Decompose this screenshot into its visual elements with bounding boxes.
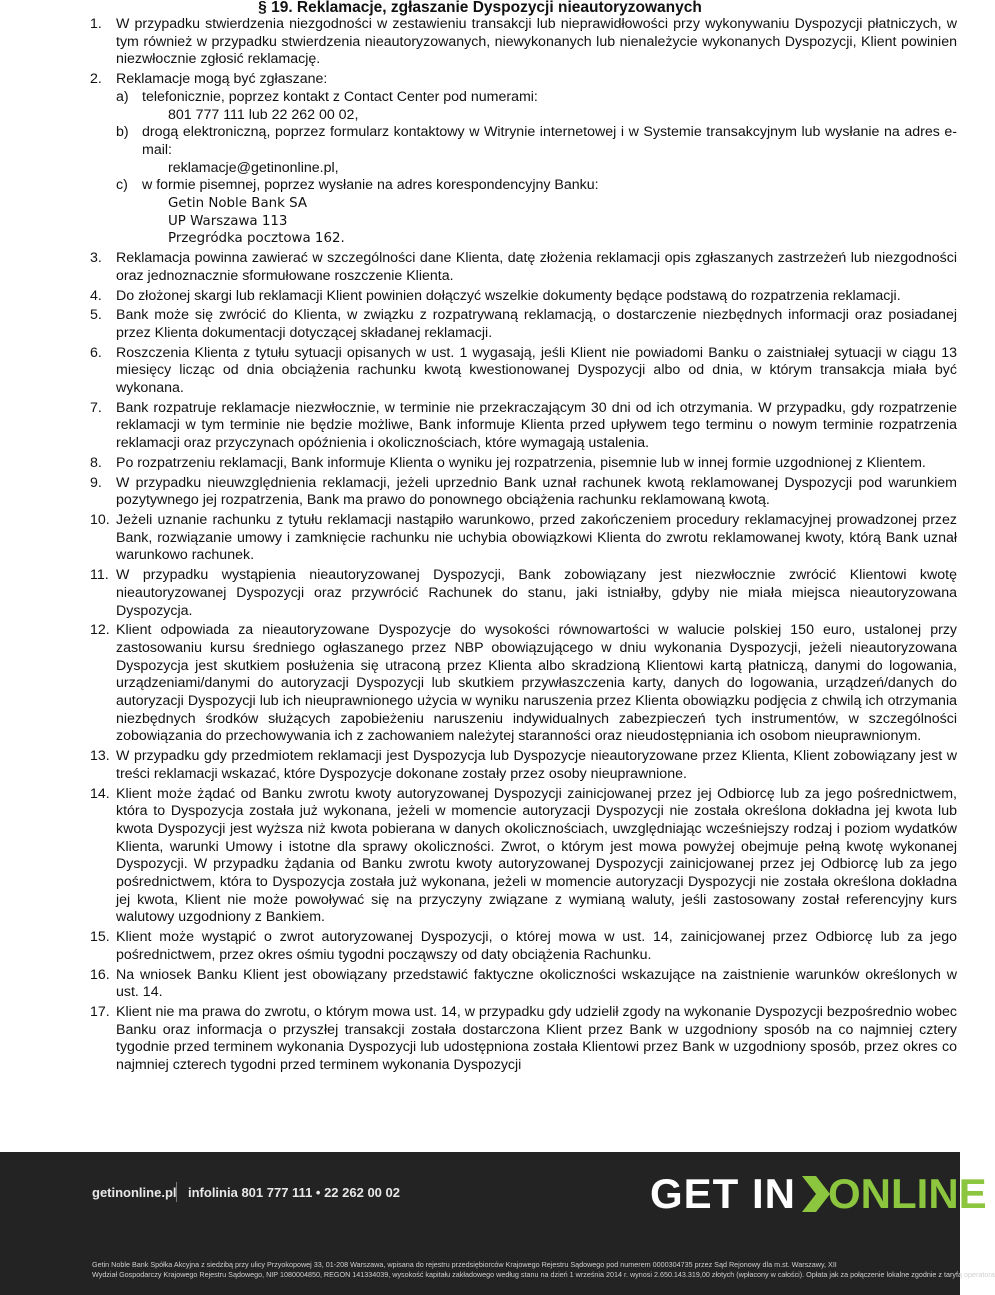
footer-legal-notice — [92, 1260, 995, 1280]
clause-14: 14. Klient może żądać od Banku zwrotu kwoty autoryzowanej Dyspozycji zainicjowanej przez jej Odbiorcę lub za jego pośrednictwem, która to Dyspozycja została już wykonana, jeżeli w momencie autoryzacji Dyspozycji nie została określona dokładna jej kwota lub kwota Dyspozycji jest wyższa niż kwota pobierana w danych okolicznościach, uwzględniając wcześniejszy rodzaj i poziom wydatków Klienta, warunki Umowy i istotne dla sprawy okoliczności. Zwrot, o którym jest mowa powyżej obejmuje pełną kwotę wykonanej Dyspozycji. W przypadku żądania od Banku zwrotu kwoty autoryzowanej Dyspozycji zainicjowanej przez jej Odbiorcę lub za jego pośrednictwem, która to Dyspozycja została już wykonana, jeżeli w momencie autoryzacji Dyspozycji nie została określona dokładna jej kwota, Klient nie może powoływać się na przyczyny związane z wymianą waluty, jeśli zastosowany został referencyjny kurs walutowy uzgodniony z Bankiem. — [90, 785, 957, 926]
address-line-3: Przegródka pocztowa 162. — [168, 231, 345, 247]
complaint-channels — [116, 89, 957, 248]
clause-12: 12. Klient odpowiada za nieautoryzowane Dyspozycje do wysokości równowartości w walucie polskiej 150 euro, ustalonej przy zastosowaniu kursu średniego ogłaszanego przez NBP obowiązującego w dniu wykonania Dyspozycji, jeżeli nieautoryzowana Dyspozycja jest skutkiem posłużenia się utraconą przez Klienta albo skradzioną Klientowi kartą płatniczą, danymi do logowania, urządzeniami/danymi do autoryzacji Dyspozycji lub skutkiem przywłaszczenia karty, danych do logowania, urządzeń/danych do autoryzacji Dyspozycji lub ich nieuprawnionego użycia w wyniku naruszenia przez Klienta obowiązku podjęcia z chwilą ich otrzymania niezbędnych środków służących zapobieżeniu naruszeniu indywidualnych zabezpieczeń tych instrumentów, w szczególności zobowiązania do przechowywania ich z zachowaniem należytej staranności oraz nieudostępniania ich osobom nieuprawnionym. — [90, 622, 957, 745]
complaint-email: reklamacje@getinonline.pl, — [168, 159, 339, 176]
clause-17: 17. Klient nie ma prawa do zwrotu, o którym mowa ust. 14, w przypadku gdy udzielił zgody na wykonanie Dyspozycji bezpośrednio wobec Banku oraz informacja o przyszłej transakcji została dostarczona Klient przez Bank w uzgodniony sposób na co najmniej cztery tygodnie przed terminem wykonania Dyspozycji lub udostępniona została Klientowi przez Bank w uzgodniony sposób, przez okres co najmniej czterech tygodni przed terminem wykonania Dyspozycji — [90, 1003, 957, 1074]
clause-6: 6. Roszczenia Klienta z tytułu sytuacji opisanych w ust. 1 wygasają, jeśli Klient nie powiadomi Banku o zaistniałej sytuacji w ciągu 13 miesięcy licząc od dnia obciążenia rachunku kwotą kwestionowanej Dyspozycji albo od dnia, w którym transakcja miała być wykonana. — [90, 344, 957, 397]
phone-numbers: 801 777 111 lub 22 262 00 02, — [168, 106, 359, 123]
clause-8: 8. Po rozpatrzeniu reklamacji, Bank informuje Klienta o wyniku jej rozpatrzenia, pisemnie lub w innej formie uzgodnionej z Klientem. — [90, 454, 926, 471]
clause-16: 16. Na wniosek Banku Klient jest obowiązany przedstawić faktyczne okoliczności wskazujące na zaistnienie warunków określonych w ust. 14. — [90, 966, 957, 1001]
clause-7: 7. Bank rozpatruje reklamacje niezwłocznie, w terminie nie przekraczającym 30 dni od ich otrzymania. W przypadku, gdy rozpatrzenie reklamacji w tym terminie nie będzie możliwe, Bank informuje Klienta przed upływem tego terminu o nowym terminie rozpatrzenia reklamacji oraz przyczynach opóźnienia i okolicznościach, które wymagają ustalenia. — [90, 399, 957, 452]
clause-9: 9. W przypadku nieuwzględnienia reklamacji, jeżeli uprzednio Bank uznał rachunek kwotą reklamowanej Dyspozycji pod warunkiem pozytywnego jej rozpatrzenia, Bank ma prawo do ponownego obciążenia rachunku reklamowaną kwotą. — [90, 474, 957, 509]
page-footer — [0, 1152, 995, 1295]
logo-online: ONLINE — [828, 1170, 987, 1217]
clause-13: 13. W przypadku gdy przedmiotem reklamacji jest Dyspozycja lub Dyspozycje nieautoryzowane przez Klienta, Klient zobowiązany jest w treści reklamacji wskazać, które Dyspozycje dokonane zostały przez osoby nieuprawnione. — [90, 748, 957, 782]
clause-list — [90, 16, 957, 1075]
section-title: § 19. Reklamacje, zgłaszanie Dyspozycji nieautoryzowanych — [258, 0, 702, 16]
address-line-2: UP Warszawa 113 — [168, 213, 288, 229]
footer-hotline: infolinia 801 777 111 • 22 262 00 02 — [188, 1185, 400, 1200]
legal-line-2: Wydział Gospodarczy Krajowego Rejestru Sądowego, NIP 1080004850, REGON 141334039, wysokość kapitału zakładowego według stanu na dzień 1 września 2014 r. wynosi 2.650.143.319,00 złotych (wpłacony w całości). Opłata jak za połączenie lokalne zgodnie z taryfą operatora — [92, 1270, 995, 1279]
clause-5: 5. Bank może się zwrócić do Klienta, w związku z rozpatrywaną reklamacją, o dostarczenie niezbędnych informacji oraz posiadanej przez Klienta dokumentacji dotyczącej składanej reklamacji. — [90, 307, 957, 341]
channel-electronic: b) drogą elektroniczną, poprzez formularz kontaktowy w Witrynie internetowej i w Systemie transakcyjnym lub wysłanie na adres e-mail: reklamacje@getinonline.pl, — [116, 124, 957, 176]
clause-4: 4. Do złożonej skargi lub reklamacji Klient powinien dołączyć wszelkie dokumenty będące podstawą do rozpatrzenia reklamacji. — [90, 287, 901, 304]
clause-15: 15. Klient może wystąpić o zwrot autoryzowanej Dyspozycji, o której mowa w ust. 14, zainicjowanej przez Odbiorcę lub za jego pośrednictwem, przez okres ośmiu tygodni począwszy od daty obciążenia Rachunku. — [90, 929, 957, 963]
legal-line-1: Getin Noble Bank Spółka Akcyjna z siedzibą przy ulicy Przyokopowej 33, 01-208 Warszawa, wpisana do rejestru przedsiębiorców Krajowego Rejestru Sądowego pod numerem 0000304735 przez Sąd Rejonowy dla m.st. Warszawy, XII — [92, 1260, 837, 1269]
document-body — [90, 16, 957, 1077]
clause-2: 2. Reklamacje mogą być zgłaszane: a) telefonicznie, poprzez kontakt z Contact Center pod numerami: 801 777 111 lub 22 262 00 02, b) drogą elektroniczną, poprzez formularz kontaktowy w Witrynie internetowej i w Systemie transakcyjnym lub wysłanie na adres e-mail: reklamacje@getinonline.pl, c) w formie pisemnej, poprzez wysłanie na adres korespondencyjny Banku: Getin Noble Bank SA UP Warszawa 113 Przegródka pocztowa 162. — [90, 71, 957, 247]
footer-divider — [176, 1182, 177, 1202]
clause-11: 11. W przypadku wystąpienia nieautoryzowanej Dyspozycji, Bank zobowiązany jest niezwłocznie zwrócić Klientowi kwotę nieautoryzowanej Dyspozycji oraz przywrócić Rachunek do stanu, jaki istniałby, gdyby nie miała miejsca nieautoryzowana Dyspozycja. — [90, 567, 957, 619]
address-line-1: Getin Noble Bank SA — [168, 196, 308, 212]
channel-written: c) w formie pisemnej, poprzez wysłanie na adres korespondencyjny Banku: Getin Noble Bank SA UP Warszawa 113 Przegródka pocztowa 162. — [116, 177, 957, 248]
logo-arrow-icon — [802, 1176, 830, 1212]
footer-website: getinonline.pl — [92, 1185, 177, 1200]
clause-10: 10. Jeżeli uznanie rachunku z tytułu reklamacji nastąpiło warunkowo, przed zakończeniem procedury reklamacyjnej prowadzonej przez Bank, rozwiązanie umowy i zamknięcie rachunku nie uchybia obowiązkowi Klienta do zwrotu reklamowanej kwoty, którą Bank uznał warunkowo rachunek. — [90, 511, 957, 564]
logo-get-in: GET IN — [650, 1170, 797, 1217]
channel-phone: a) telefonicznie, poprzez kontakt z Contact Center pod numerami: 801 777 111 lub 22 262 00 02, — [116, 89, 957, 124]
clause-1: 1. W przypadku stwierdzenia niezgodności w zestawieniu transakcji lub nieprawidłowości przy wykonywaniu Dyspozycji płatniczych, w tym również w przypadku stwierdzenia nieautoryzowanych, niewykonanych lub nienależycie wykonanych Dyspozycji, Klient powinien niezwłocznie zgłosić reklamację. — [90, 16, 957, 68]
clause-3: 3. Reklamacja powinna zawierać w szczególności dane Klienta, datę złożenia reklamacji opis zgłaszanych zastrzeżeń lub niezgodności oraz jednoznacznie sformułowane roszczenie Klienta. — [90, 250, 957, 284]
